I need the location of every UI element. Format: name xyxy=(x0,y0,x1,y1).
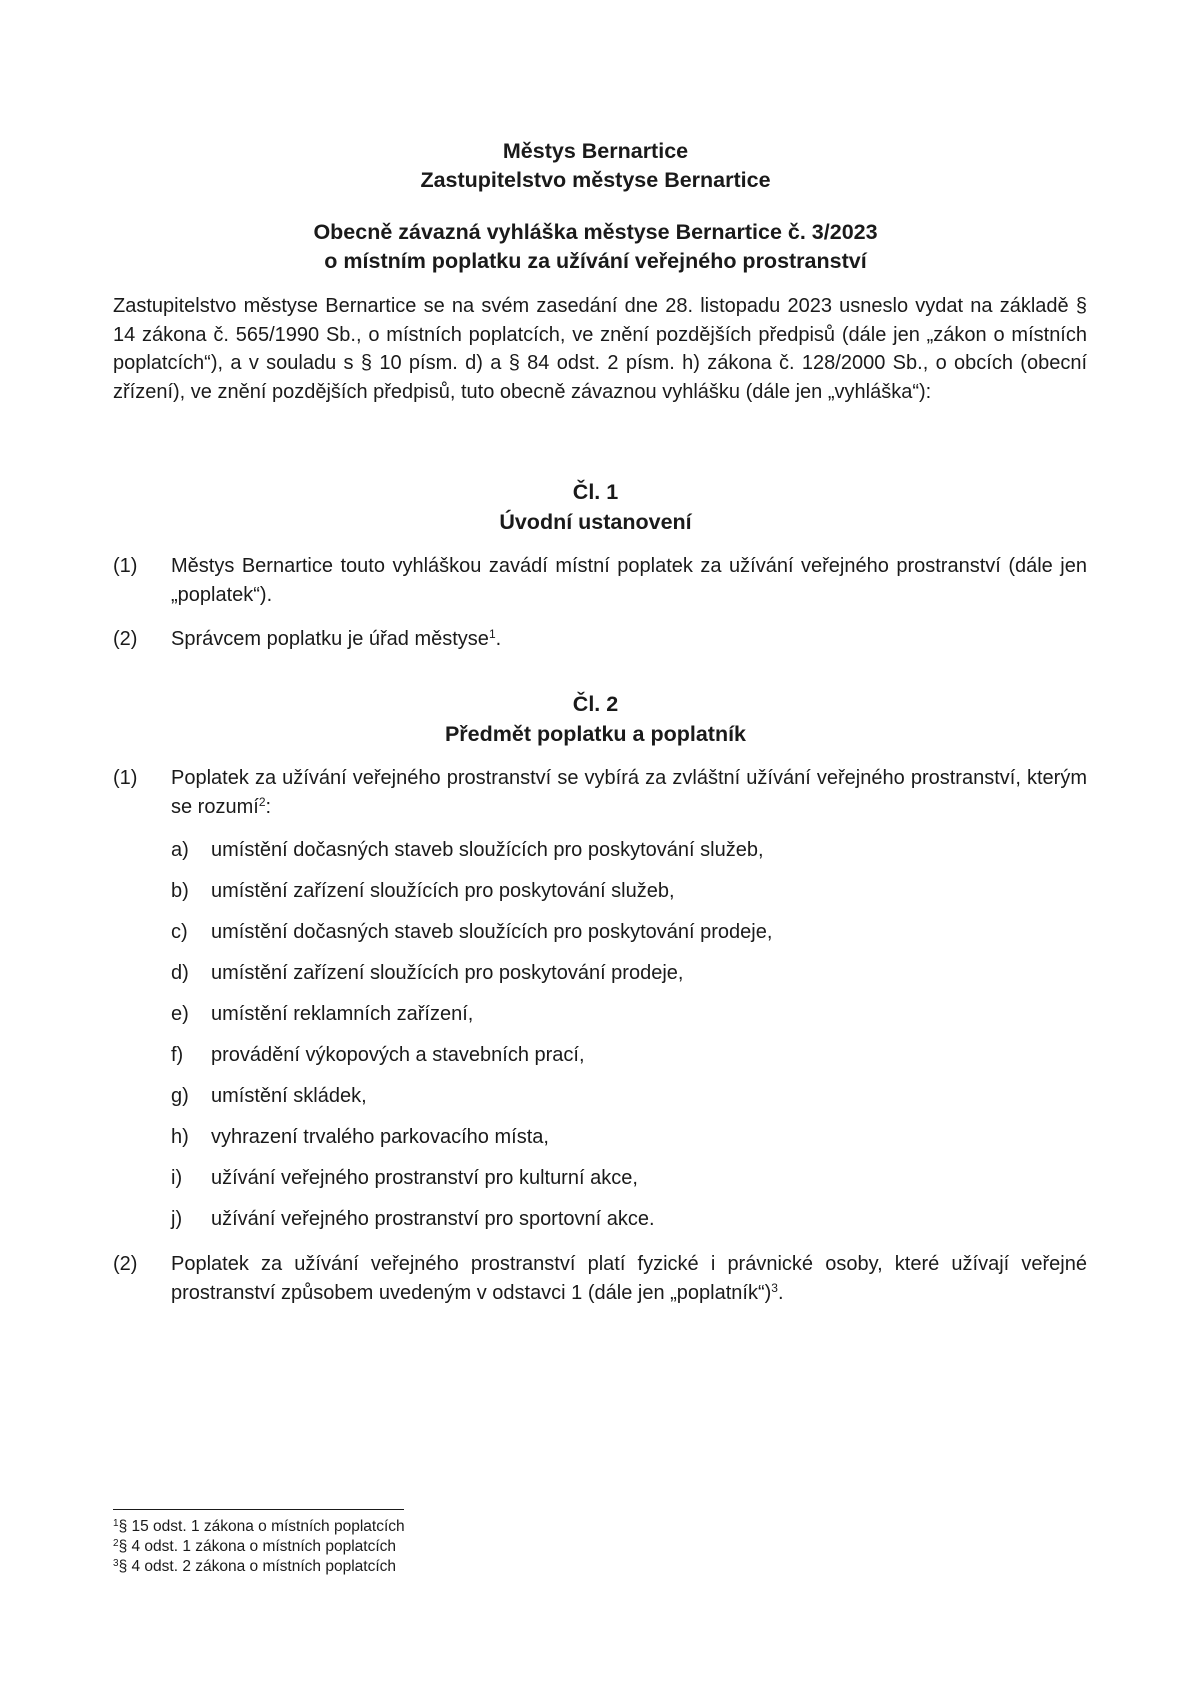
council-name: Zastupitelstvo městyse Bernartice xyxy=(420,168,771,192)
article-2-paragraph-2-number: (2) xyxy=(113,1253,138,1275)
list-item: užívání veřejného prostranství pro kulturní akce, xyxy=(211,1167,638,1189)
footnote-separator xyxy=(113,1509,404,1510)
list-item-marker: d) xyxy=(171,962,189,984)
article-1-paragraph-1-number: (1) xyxy=(113,555,138,577)
list-item-marker: g) xyxy=(171,1085,189,1107)
list-item: provádění výkopových a stavebních prací, xyxy=(211,1044,585,1066)
list-item: umístění zařízení sloužících pro poskytování prodeje, xyxy=(211,962,684,984)
list-item-marker: c) xyxy=(171,921,188,943)
article-2-title: Předmět poplatku a poplatník xyxy=(444,722,747,746)
list-item: umístění skládek, xyxy=(211,1085,367,1107)
article-1-paragraph-2-number: (2) xyxy=(113,628,138,650)
list-item: vyhrazení trvalého parkovacího místa, xyxy=(211,1126,549,1148)
article-1-number: Čl. 1 xyxy=(572,480,619,504)
list-item: umístění reklamních zařízení, xyxy=(211,1003,474,1025)
footnote: $^2$§ 4 odst. 1 zákona o místních poplatcích xyxy=(113,1538,397,1555)
list-item-marker: a) xyxy=(171,839,189,861)
footnote-ref-3: 3 xyxy=(771,1281,778,1295)
article-2-number: Čl. 2 xyxy=(572,692,619,716)
list-item: umístění zařízení sloužících pro poskytování služeb, xyxy=(211,880,675,902)
footnote: $^3$§ 4 odst. 2 zákona o místních poplatcích xyxy=(113,1558,397,1575)
article-2-paragraph-1-number: (1) xyxy=(113,767,138,789)
list-item-marker: f) xyxy=(171,1044,184,1066)
article-2-paragraph-1: Poplatek za užívání veřejného prostranství se vybírá za zvláštní užívání veřejného prostranství, kterým se rozumí$^2$: xyxy=(171,767,1087,818)
list-item: užívání veřejného prostranství pro sportovní akce. xyxy=(211,1208,655,1230)
footnote-ref-2: 2 xyxy=(258,795,266,809)
list-item-marker: i) xyxy=(171,1167,183,1189)
municipality-name: Městys Bernartice xyxy=(502,139,689,163)
article-1-paragraph-2: Správcem poplatku je úřad městyse$^1$. xyxy=(171,627,502,650)
list-item: umístění dočasných staveb sloužících pro poskytování služeb, xyxy=(211,839,764,861)
footnote-ref-1: 1 xyxy=(488,627,496,641)
footnote: $^1$§ 15 odst. 1 zákona o místních poplatcích xyxy=(113,1518,405,1535)
article-1-paragraph-1: Městys Bernartice touto vyhláškou zavádí místní poplatek za užívání veřejného prostranství (dále jen „poplatek“). xyxy=(171,555,1087,606)
list-item-marker: j) xyxy=(171,1208,183,1230)
list-item: umístění dočasných staveb sloužících pro poskytování prodeje, xyxy=(211,921,773,943)
decree-subtitle: o místním poplatku za užívání veřejného prostranství xyxy=(324,249,867,273)
list-item-marker: b) xyxy=(171,880,189,902)
preamble: Zastupitelstvo městyse Bernartice se na svém zasedání dne 28. listopadu 2023 usneslo vydat na základě § 14 zákona č. 565/1990 Sb., o místních poplatcích, ve znění pozdějších předpisů (dále jen „zákon o místních poplatcích“), a v souladu s § 10 písm. d) a § 84 odst. 2 písm. h) zákona č. 128/2000 Sb., o obcích (obecní zřízení), ve znění pozdějších předpisů, tuto obecně závaznou vyhlášku (dále jen „vyhláška“): xyxy=(113,295,1087,403)
list-item-marker: h) xyxy=(171,1126,189,1148)
article-1-title: Úvodní ustanovení xyxy=(499,510,692,534)
article-2-paragraph-2: Poplatek za užívání veřejného prostranství platí fyzické i právnické osoby, které užívají veřejné prostranství způsobem uvedeným v odstavci 1 (dále jen „poplatník“)$^3$. xyxy=(171,1253,1087,1304)
decree-title: Obecně závazná vyhláška městyse Bernartice č. 3/2023 xyxy=(313,220,878,244)
list-item-marker: e) xyxy=(171,1003,189,1025)
